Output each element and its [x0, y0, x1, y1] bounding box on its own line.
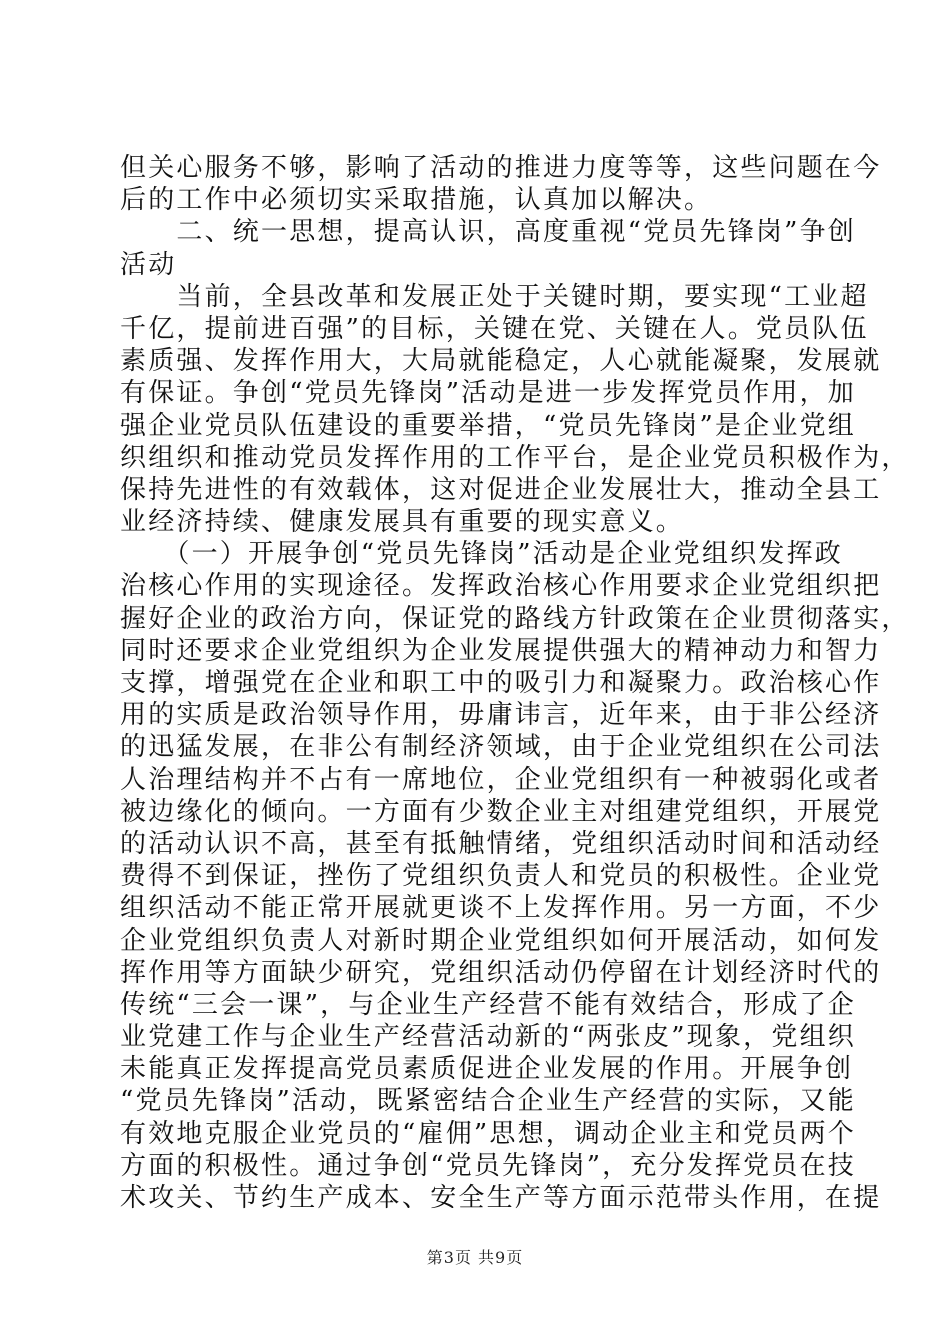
text-line: 方面的积极性。通过争创“党员先锋岗”，充分发挥党员在技 [120, 1150, 856, 1181]
text-line: （一）开展争创“党员先锋岗”活动是企业党组织发挥政 [120, 539, 843, 570]
text-line: 业党建工作与企业生产经营活动新的“两张皮”现象，党组织 [120, 1022, 856, 1053]
text-line: 千亿，提前进百强”的目标，关键在党、关键在人。党员队伍 [120, 313, 869, 344]
page-footer: 第3页 共9页 [426, 1248, 524, 1267]
text-line: 的活动认识不高，甚至有抵触情绪，党组织活动时间和活动经 [120, 828, 882, 859]
body-text [120, 152, 910, 1214]
text-line: 组织活动不能正常开展就更谈不上发挥作用。另一方面，不少 [120, 893, 882, 924]
text-line: 织组织和推动党员发挥作用的工作平台，是企业党员积极作为， [120, 442, 910, 473]
text-line: 企业党组织负责人对新时期企业党组织如何开展活动，如何发 [120, 925, 882, 956]
text-line: 握好企业的政治方向，保证党的路线方针政策在企业贯彻落实， [120, 603, 910, 634]
text-line: 业经济持续、健康发展具有重要的现实意义。 [120, 507, 685, 538]
text-line: 强企业党员队伍建设的重要举措，“党员先锋岗”是企业党组 [120, 410, 856, 441]
text-line: 保持先进性的有效载体，这对促进企业发展壮大，推动全县工 [120, 474, 882, 505]
text-line: 素质强、发挥作用大，大局就能稳定，人心就能凝聚，发展就 [120, 346, 882, 377]
text-line: 的迅猛发展，在非公有制经济领域，由于企业党组织在公司法 [120, 732, 882, 763]
text-line: 被边缘化的倾向。一方面有少数企业主对组建党组织，开展党 [120, 796, 882, 827]
text-line: 用的实质是政治领导作用，毋庸讳言，近年来，由于非公经济 [120, 700, 882, 731]
text-line: 后的工作中必须切实采取措施，认真加以解决。 [120, 185, 713, 216]
text-line: “党员先锋岗”活动，既紧密结合企业生产经营的实际，又能 [120, 1086, 856, 1117]
text-line: 有效地克服企业党员的“雇佣”思想，调动企业主和党员两个 [120, 1118, 856, 1149]
text-line: 活动 [120, 249, 177, 280]
text-line: 人治理结构并不占有一席地位，企业党组织有一种被弱化或者 [120, 764, 882, 795]
text-line: 费得不到保证，挫伤了党组织负责人和党员的积极性。企业党 [120, 861, 882, 892]
text-line: 但关心服务不够，影响了活动的推进力度等等，这些问题在今 [120, 153, 882, 183]
text-line: 支撑，增强党在企业和职工中的吸引力和凝聚力。政治核心作 [120, 668, 882, 698]
text-line: 术攻关、节约生产成本、安全生产等方面示范带头作用，在提 [120, 1183, 882, 1213]
text-line: 二、统一思想，提高认识，高度重视“党员先锋岗”争创 [120, 217, 856, 248]
text-line: 当前，全县改革和发展正处于关键时期，要实现“工业超 [120, 281, 869, 312]
text-line: 治核心作用的实现途径。发挥政治核心作用要求企业党组织把 [120, 571, 882, 602]
text-line: 同时还要求企业党组织为企业发展提供强大的精神动力和智力 [120, 635, 882, 666]
text-line: 有保证。争创“党员先锋岗”活动是进一步发挥党员作用，加 [120, 378, 856, 409]
text-line: 未能真正发挥提高党员素质促进企业发展的作用。开展争创 [120, 1054, 854, 1085]
text-line: 传统“三会一课”，与企业生产经营不能有效结合，形成了企 [120, 989, 856, 1020]
text-line: 挥作用等方面缺少研究，党组织活动仍停留在计划经济时代的 [120, 957, 882, 988]
